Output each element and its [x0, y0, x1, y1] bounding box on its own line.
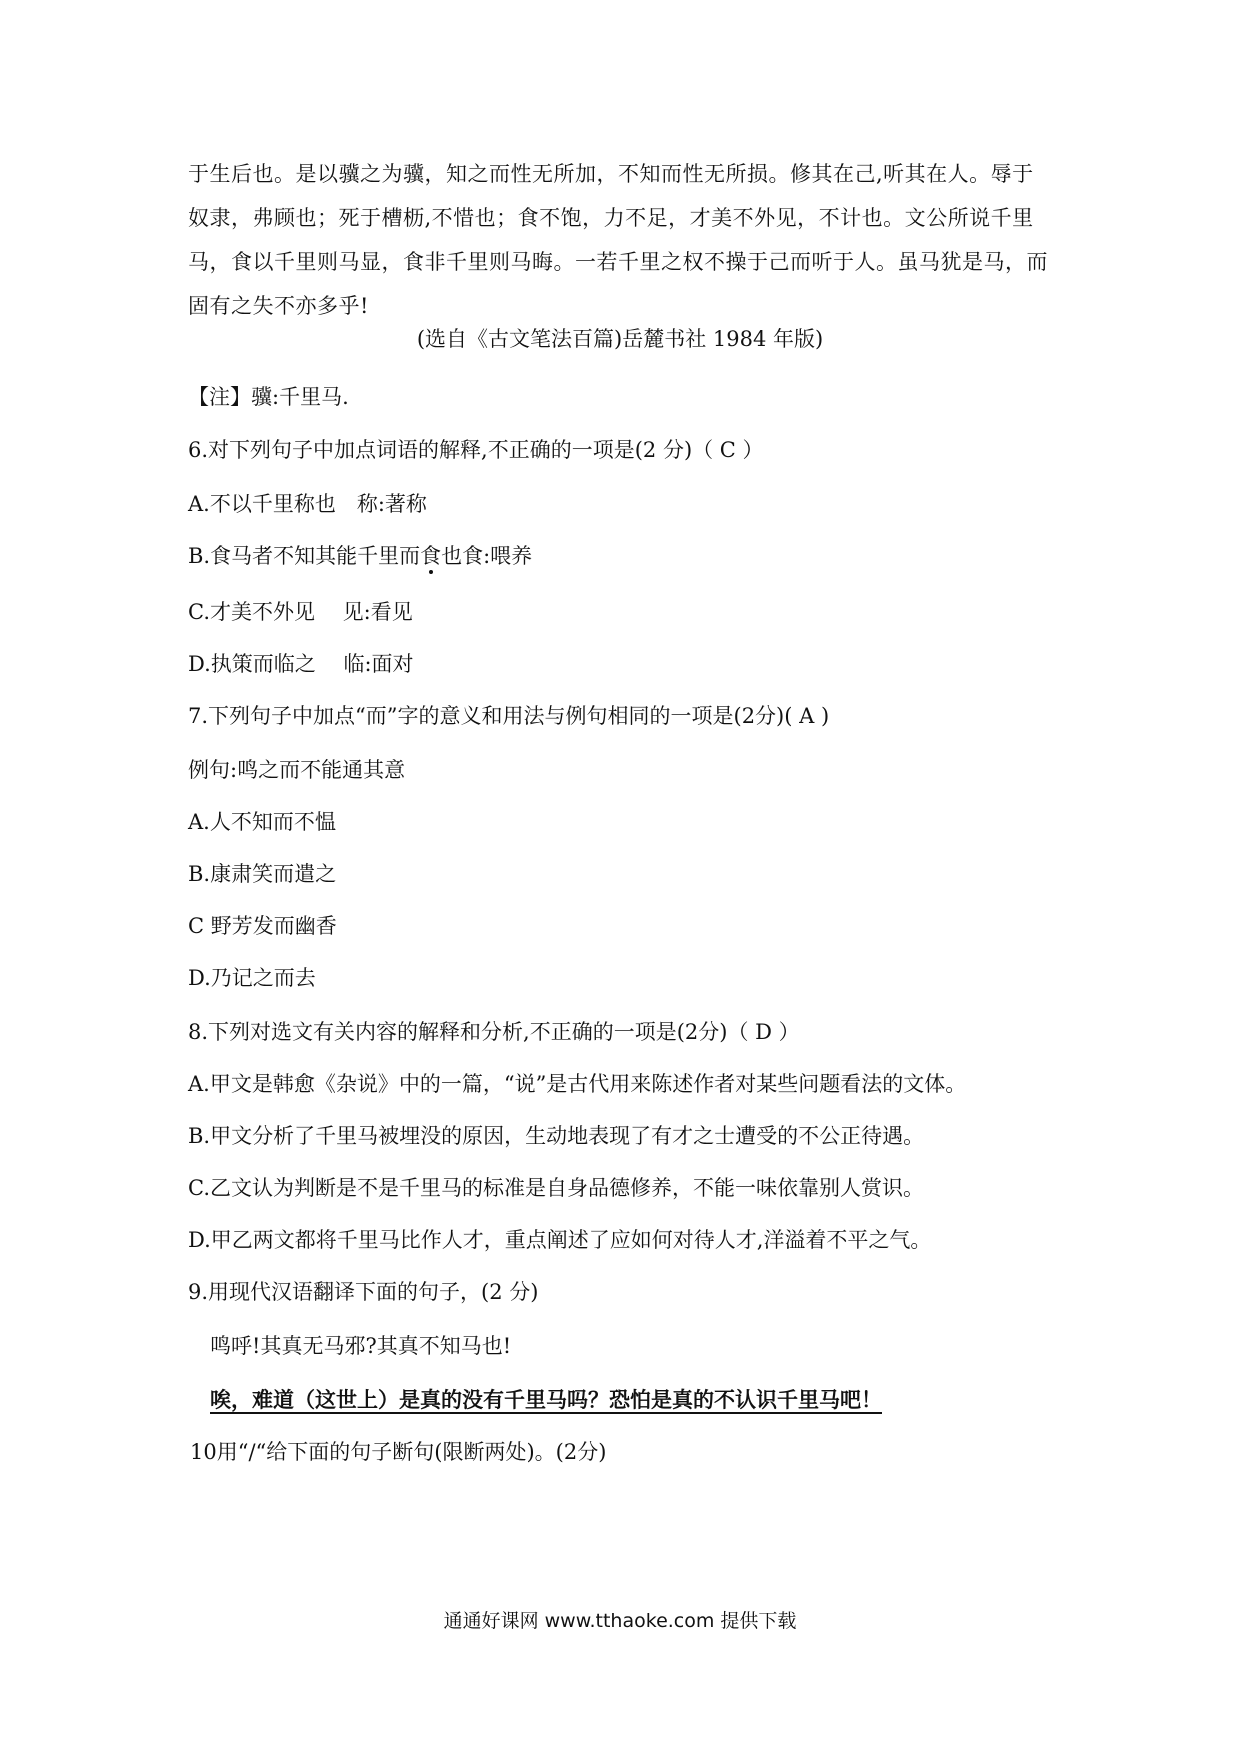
question-8-option-d: D.甲乙两文都将千里马比作人才，重点阐述了应如何对待人才,洋溢着不平之气。 [188, 1228, 932, 1252]
passage [188, 152, 1068, 328]
question-8-option-b: B.甲文分析了千里马被埋没的原因，生动地表现了有才之士遭受的不公正待遇。 [188, 1124, 925, 1148]
question-6-option-a: A.不以千里称也 称:著称 [188, 492, 427, 516]
question-6-option-d: D.执策而临之 临:面对 [188, 652, 414, 676]
question-6-stem: 6.对下列句子中加点词语的解释,不正确的一项是(2 分)（ C ） [188, 438, 764, 462]
source-citation: (选自《古文笔法百篇)岳麓书社 1984 年版) [416, 327, 824, 351]
question-6-option-c: C.才美不外见 见:看见 [188, 600, 413, 624]
option-b-text-after: 也食:喂养 [441, 544, 533, 568]
question-8-option-a: A.甲文是韩愈《杂说》中的一篇，“说”是古代用来陈述作者对某些问题看法的文体。 [188, 1072, 967, 1096]
option-b-text-before: B.食马者不知其能千里而 [188, 544, 421, 568]
note: 【注】骥:千里马. [188, 385, 349, 409]
question-8-option-c: C.乙文认为判断是不是千里马的标准是自身品德修养，不能一味依靠别人赏识。 [188, 1176, 924, 1200]
question-7-stem: 7.下列句子中加点“而”字的意义和用法与例句相同的一项是(2分)( A ) [188, 704, 830, 728]
passage-line: 马，食以千里则马显，食非千里则马晦。一若千里之权不操于己而听于人。虽马犹是马，而 [188, 250, 1048, 274]
question-10-stem: 10用“/“给下面的句子断句(限断两处)。(2分) [190, 1440, 607, 1464]
question-8-stem: 8.下列对选文有关内容的解释和分析,不正确的一项是(2分)（ D ） [188, 1020, 800, 1044]
question-7-option-d: D.乃记之而去 [188, 966, 316, 990]
passage-line: 奴隶，弗顾也；死于槽枥,不惜也；食不饱，力不足，才美不外见，不计也。文公所说千里 [188, 206, 1034, 230]
question-9-answer: 唉，难道（这世上）是真的没有千里马吗？恐怕是真的不认识千里马吧！ [210, 1387, 882, 1412]
question-7-example: 例句:鸣之而不能通其意 [188, 758, 406, 782]
question-7-option-c: C 野芳发而幽香 [188, 914, 337, 938]
question-7-option-a: A.人不知而不愠 [188, 810, 336, 834]
footer-credit: 通通好课网 www.tthaoke.com 提供下载 [443, 1610, 797, 1632]
question-7-option-b: B.康肃笑而遣之 [188, 862, 337, 886]
emphasis-dotted-word: 食 [420, 544, 442, 568]
passage-line: 固有之失不亦多乎! [188, 294, 369, 318]
passage-line: 于生后也。是以骥之为骥，知之而性无所加，不知而性无所损。修其在己,听其在人。辱于 [188, 162, 1034, 186]
question-6-option-b [188, 542, 532, 570]
question-9-stem: 9.用现代汉语翻译下面的句子，(2 分) [188, 1280, 539, 1304]
question-9-sentence: 鸣呼!其真无马邪?其真不知马也! [210, 1334, 512, 1358]
